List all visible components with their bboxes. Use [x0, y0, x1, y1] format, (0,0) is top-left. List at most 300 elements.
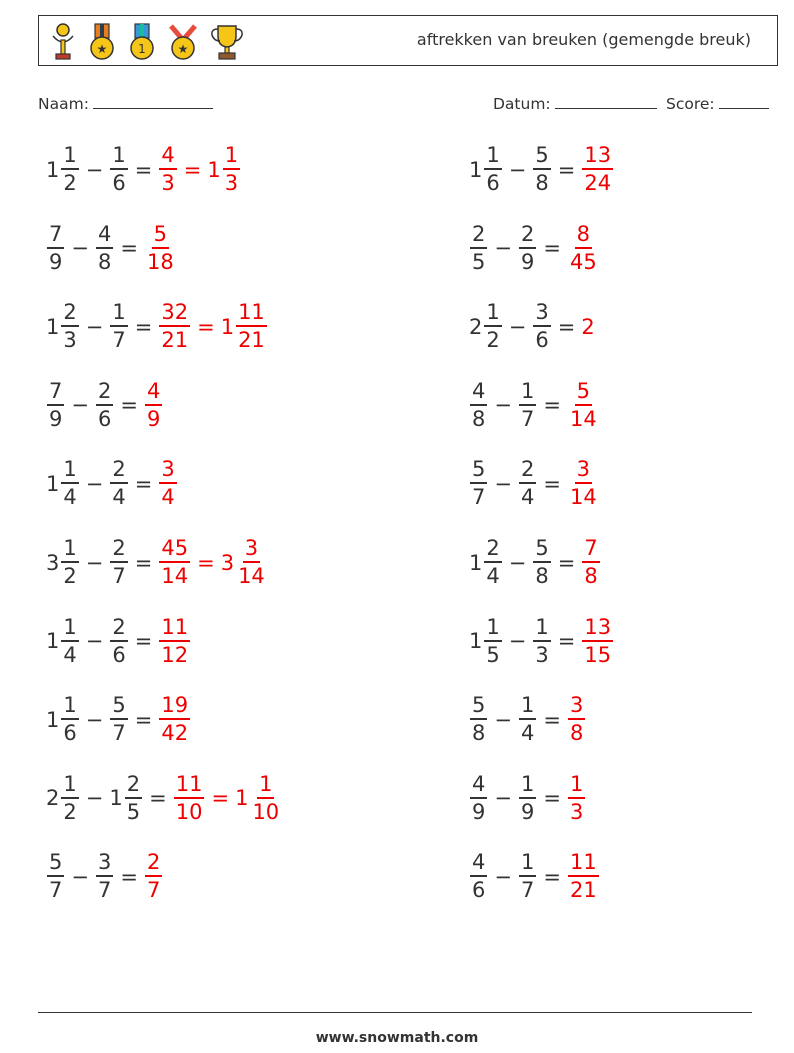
fraction: [484, 614, 501, 667]
denominator: 14: [569, 485, 597, 510]
name-field: [38, 93, 213, 113]
denominator: 14: [238, 564, 265, 588]
answer: [581, 614, 614, 667]
svg-text:★: ★: [177, 42, 189, 56]
denominator: 9: [146, 406, 161, 431]
problem-item: [46, 614, 191, 667]
denominator: 7: [112, 721, 126, 746]
fraction: [470, 771, 487, 824]
denominator: 4: [63, 642, 77, 667]
fraction: [519, 771, 536, 824]
whole-number: 1: [469, 157, 483, 182]
numerator: 2: [110, 617, 127, 642]
answer: [158, 614, 191, 667]
denominator: 5: [486, 642, 500, 667]
fraction: [61, 302, 78, 351]
numerator: 1: [110, 302, 127, 327]
number-one-medal-icon: [127, 22, 157, 62]
minus-sign: −: [85, 471, 104, 496]
fraction: [110, 614, 127, 667]
subtrahend: [518, 459, 537, 508]
answer-fraction: [581, 614, 614, 667]
minuend: [46, 378, 65, 431]
answer: [567, 852, 600, 901]
numerator: 4: [96, 224, 113, 249]
numerator: 4: [470, 852, 487, 877]
answer: [144, 852, 163, 901]
subtrahend: [95, 852, 114, 901]
whole-number: 1: [207, 157, 221, 182]
equals-sign: =: [134, 471, 153, 496]
minuend: [46, 614, 80, 667]
numerator: 1: [484, 145, 501, 170]
fraction: [61, 614, 78, 667]
fraction: [519, 695, 536, 744]
minus-sign: −: [71, 393, 89, 418]
numerator: 2: [145, 852, 162, 877]
denominator: 6: [535, 328, 549, 353]
fraction: [568, 221, 599, 274]
fraction: [568, 378, 599, 431]
fraction: [110, 695, 127, 744]
denominator: 3: [535, 642, 549, 667]
fraction: [582, 538, 599, 587]
denominator: 4: [520, 721, 535, 746]
fraction: [236, 538, 267, 587]
minuend: [469, 614, 503, 667]
answer-fraction: [581, 315, 595, 339]
minus-sign: −: [85, 786, 104, 811]
fraction: [250, 771, 281, 824]
answer: [158, 145, 241, 194]
denominator: 6: [486, 171, 500, 195]
question: [469, 302, 581, 351]
minus-sign: −: [494, 393, 512, 418]
problem-item: [469, 145, 614, 194]
denominator: 3: [224, 171, 239, 195]
denominator: 24: [584, 171, 612, 195]
numerator: 3: [96, 852, 113, 877]
fraction: [519, 459, 536, 508]
numerator: 1: [61, 145, 78, 170]
whole-number: 2: [469, 314, 483, 339]
worksheet-title: aftrekken van breuken (gemengde breuk): [416, 30, 751, 49]
question: [469, 614, 581, 667]
numerator: 2: [519, 224, 536, 249]
star-medal-icon: [87, 22, 117, 62]
denominator: 12: [161, 642, 189, 667]
denominator: 4: [63, 485, 77, 510]
problem-item: [46, 695, 191, 744]
numerator: 2: [484, 538, 501, 563]
minuend: [469, 695, 488, 744]
answer-mixed-number: [207, 145, 241, 194]
answer-mixed-number: [235, 771, 282, 824]
name-label: Naam:: [38, 95, 89, 113]
fraction: [519, 852, 536, 901]
answer: [567, 459, 600, 508]
denominator: 6: [97, 406, 112, 431]
answer-fraction: [144, 852, 163, 901]
numerator: 1: [61, 617, 78, 642]
fraction: [61, 538, 78, 587]
whole-number: 1: [220, 314, 235, 339]
fraction: [145, 221, 176, 274]
denominator: 2: [63, 171, 77, 195]
question: [46, 302, 158, 351]
question: [469, 378, 567, 431]
denominator: 14: [569, 406, 597, 431]
denominator: 7: [472, 485, 486, 510]
whole-number: 2: [581, 314, 595, 339]
subtrahend: [532, 302, 551, 351]
denominator: 7: [97, 878, 112, 903]
fraction: [125, 771, 142, 824]
minus-sign: −: [85, 629, 104, 654]
equals-sign: =: [149, 786, 167, 811]
equals-sign: =: [543, 707, 561, 732]
svg-text:1: 1: [138, 42, 146, 56]
minuend: [46, 302, 80, 351]
whole-number: 1: [46, 629, 60, 654]
problem-item: [46, 538, 268, 587]
denominator: 4: [520, 485, 535, 510]
subtrahend: [518, 378, 537, 431]
answer: [581, 145, 614, 194]
minuend: [469, 852, 488, 901]
minus-sign: −: [508, 314, 527, 339]
date-blank: [555, 93, 657, 109]
denominator: 9: [49, 406, 63, 431]
denominator: 8: [97, 249, 112, 274]
question: [469, 221, 567, 274]
score-label: Score:: [666, 95, 715, 113]
minuend: [469, 302, 503, 351]
subtrahend: [532, 614, 551, 667]
fraction: [174, 771, 205, 824]
question: [46, 459, 158, 508]
subtrahend: [95, 221, 114, 274]
fraction: [568, 459, 599, 508]
denominator: 2: [63, 564, 77, 588]
equals-sign: =: [557, 314, 576, 339]
fraction: [582, 614, 613, 667]
minus-sign: −: [494, 471, 512, 496]
numerator: 32: [159, 302, 190, 327]
minus-sign: −: [494, 236, 512, 261]
fraction: [223, 145, 240, 194]
question: [46, 538, 158, 587]
question: [46, 695, 158, 744]
answer-fraction: [158, 614, 191, 667]
question: [46, 614, 158, 667]
equals-sign: =: [557, 157, 576, 182]
fraction: [470, 695, 487, 744]
fraction: [484, 538, 501, 587]
numerator: 1: [61, 459, 78, 484]
minuend: [469, 378, 488, 431]
answer-equals-sign: =: [211, 786, 230, 811]
fraction: [568, 852, 599, 901]
minus-sign: −: [508, 550, 527, 575]
numerator: 3: [568, 695, 585, 720]
fraction: [519, 221, 536, 274]
score-blank: [719, 93, 769, 109]
numerator: 4: [470, 381, 487, 406]
fraction: [61, 695, 78, 744]
question: [46, 378, 144, 431]
problem-item: [469, 771, 586, 824]
answer-fraction: [158, 459, 177, 508]
equals-sign: =: [134, 629, 153, 654]
answer-fraction: [567, 221, 600, 274]
numerator: 1: [484, 302, 501, 327]
denominator: 8: [472, 406, 486, 431]
question: [46, 852, 144, 901]
whole-number: 1: [46, 471, 60, 496]
numerator: 5: [533, 145, 550, 170]
question: [46, 771, 173, 824]
denominator: 5: [126, 799, 141, 824]
fraction: [110, 459, 127, 508]
fraction: [159, 538, 190, 587]
whole-number: 1: [235, 786, 249, 811]
minuend: [469, 771, 488, 824]
numerator: 5: [47, 852, 64, 877]
equals-sign: =: [543, 786, 561, 811]
denominator: 3: [63, 328, 77, 353]
numerator: 7: [47, 381, 64, 406]
equals-sign: =: [543, 864, 561, 889]
fraction: [47, 378, 64, 431]
denominator: 18: [146, 249, 174, 274]
answer-fraction: [158, 538, 191, 587]
whole-number: 1: [46, 314, 60, 339]
minus-sign: −: [494, 786, 512, 811]
numerator: 11: [174, 774, 205, 799]
worksheet-header: [38, 15, 778, 66]
numerator: 2: [61, 302, 78, 327]
equals-sign: =: [134, 707, 153, 732]
answer-fraction: [158, 695, 191, 744]
minuend: [469, 221, 488, 274]
fraction: [159, 614, 190, 667]
numerator: 1: [484, 617, 501, 642]
numerator: 11: [159, 617, 190, 642]
footer-url: www.snowmath.com: [315, 1030, 479, 1046]
equals-sign: =: [557, 629, 576, 654]
denominator: 3: [161, 171, 175, 195]
answer-mixed-number: [221, 302, 268, 351]
minus-sign: −: [494, 707, 512, 732]
whole-number: 1: [469, 629, 483, 654]
numerator: 1: [110, 145, 127, 170]
minus-sign: −: [71, 864, 89, 889]
numerator: 13: [582, 617, 613, 642]
denominator: 9: [520, 799, 535, 824]
fraction: [236, 302, 267, 351]
fraction: [61, 459, 78, 508]
denominator: 10: [252, 799, 280, 824]
subtrahend: [109, 695, 128, 744]
fraction: [533, 614, 550, 667]
denominator: 6: [112, 171, 126, 195]
problem-item: [469, 459, 600, 508]
numerator: 1: [61, 774, 78, 799]
answer-fraction: [567, 695, 586, 744]
numerator: 1: [519, 774, 536, 799]
answer-fraction: [144, 221, 177, 274]
answer-fraction: [581, 538, 600, 587]
answer-mixed-number: [221, 538, 268, 587]
footer-divider: [38, 1012, 752, 1013]
numerator: 1: [519, 695, 536, 720]
numerator: 11: [568, 852, 599, 877]
fraction: [61, 145, 78, 194]
whole-number: 2: [46, 786, 60, 811]
denominator: 21: [238, 328, 265, 353]
denominator: 42: [161, 721, 189, 746]
denominator: 9: [520, 249, 535, 274]
answer-fraction: [567, 852, 600, 901]
numerator: 2: [110, 459, 127, 484]
subtrahend: [518, 852, 537, 901]
subtrahend: [518, 771, 537, 824]
fraction: [470, 852, 487, 901]
numerator: 1: [61, 695, 78, 720]
answer: [581, 315, 595, 339]
numerator: 1: [519, 852, 536, 877]
answer-fraction: [567, 771, 586, 824]
minuend: [469, 459, 488, 508]
numerator: 3: [159, 459, 176, 484]
denominator: 4: [161, 485, 175, 510]
subtrahend: [109, 459, 128, 508]
numerator: 1: [519, 381, 536, 406]
problem-item: [469, 538, 601, 587]
problem-item: [469, 614, 614, 667]
answer-equals-sign: =: [183, 157, 202, 182]
answer: [144, 221, 177, 274]
fraction: [533, 538, 550, 587]
answer: [144, 378, 163, 431]
numerator: 1: [61, 538, 78, 563]
fraction: [568, 695, 585, 744]
question: [46, 221, 144, 274]
numerator: 45: [159, 538, 190, 563]
trophy-figure-icon: [49, 22, 77, 62]
award-icons: [49, 22, 245, 62]
subtrahend: [109, 771, 143, 824]
fraction: [110, 302, 127, 351]
denominator: 6: [472, 878, 486, 903]
numerator: 2: [519, 459, 536, 484]
equals-sign: =: [557, 550, 576, 575]
subtrahend: [518, 221, 537, 274]
numerator: 1: [533, 617, 550, 642]
denominator: 4: [486, 564, 500, 588]
equals-sign: =: [543, 471, 561, 496]
denominator: 7: [520, 406, 535, 431]
problem-item: [469, 695, 586, 744]
numerator: 5: [110, 695, 127, 720]
answer-fraction: [158, 302, 191, 351]
equals-sign: =: [134, 314, 153, 339]
denominator: 5: [472, 249, 486, 274]
fraction: [61, 771, 78, 824]
denominator: 7: [112, 328, 126, 353]
whole-number: 3: [220, 550, 235, 575]
question: [469, 538, 581, 587]
denominator: 7: [49, 878, 63, 903]
fraction: [47, 221, 64, 274]
minus-sign: −: [71, 236, 89, 261]
minuend: [469, 145, 503, 194]
fraction: [159, 459, 176, 508]
numerator: 2: [96, 381, 113, 406]
question: [469, 852, 567, 901]
numerator: 1: [257, 774, 274, 799]
fraction: [47, 852, 64, 901]
numerator: 2: [125, 774, 142, 799]
minuend: [46, 695, 80, 744]
denominator: 10: [175, 799, 203, 824]
minus-sign: −: [85, 550, 104, 575]
denominator: 8: [535, 171, 549, 195]
equals-sign: =: [134, 550, 153, 575]
fraction: [533, 145, 550, 194]
equals-sign: =: [543, 236, 561, 261]
fraction: [96, 221, 113, 274]
answer-fraction: [581, 145, 614, 194]
equals-sign: =: [543, 393, 561, 418]
fraction: [533, 302, 550, 351]
numerator: 4: [159, 145, 176, 170]
numerator: 5: [470, 695, 487, 720]
answer: [158, 302, 267, 351]
numerator: 4: [470, 774, 487, 799]
minus-sign: −: [508, 629, 527, 654]
numerator: 7: [582, 538, 599, 563]
denominator: 21: [161, 328, 189, 353]
problem-item: [469, 302, 596, 351]
whole-number: 3: [46, 550, 60, 575]
numerator: 5: [470, 459, 487, 484]
problem-item: [46, 145, 241, 194]
minus-sign: −: [85, 314, 104, 339]
subtrahend: [95, 378, 114, 431]
fraction: [484, 145, 501, 194]
answer-fraction: [567, 459, 600, 508]
minuend: [46, 771, 80, 824]
question: [469, 145, 581, 194]
denominator: 45: [569, 249, 597, 274]
answer: [567, 378, 600, 431]
answer: [158, 538, 267, 587]
minus-sign: −: [508, 157, 527, 182]
denominator: 7: [112, 564, 126, 588]
denominator: 7: [520, 878, 535, 903]
answer: [581, 538, 600, 587]
denominator: 21: [569, 878, 597, 903]
problem-item: [46, 852, 163, 901]
whole-number: 1: [46, 157, 60, 182]
minuend: [46, 538, 80, 587]
numerator: 5: [533, 538, 550, 563]
fraction: [159, 145, 176, 194]
problem-item: [46, 302, 268, 351]
problem-item: [469, 378, 600, 431]
